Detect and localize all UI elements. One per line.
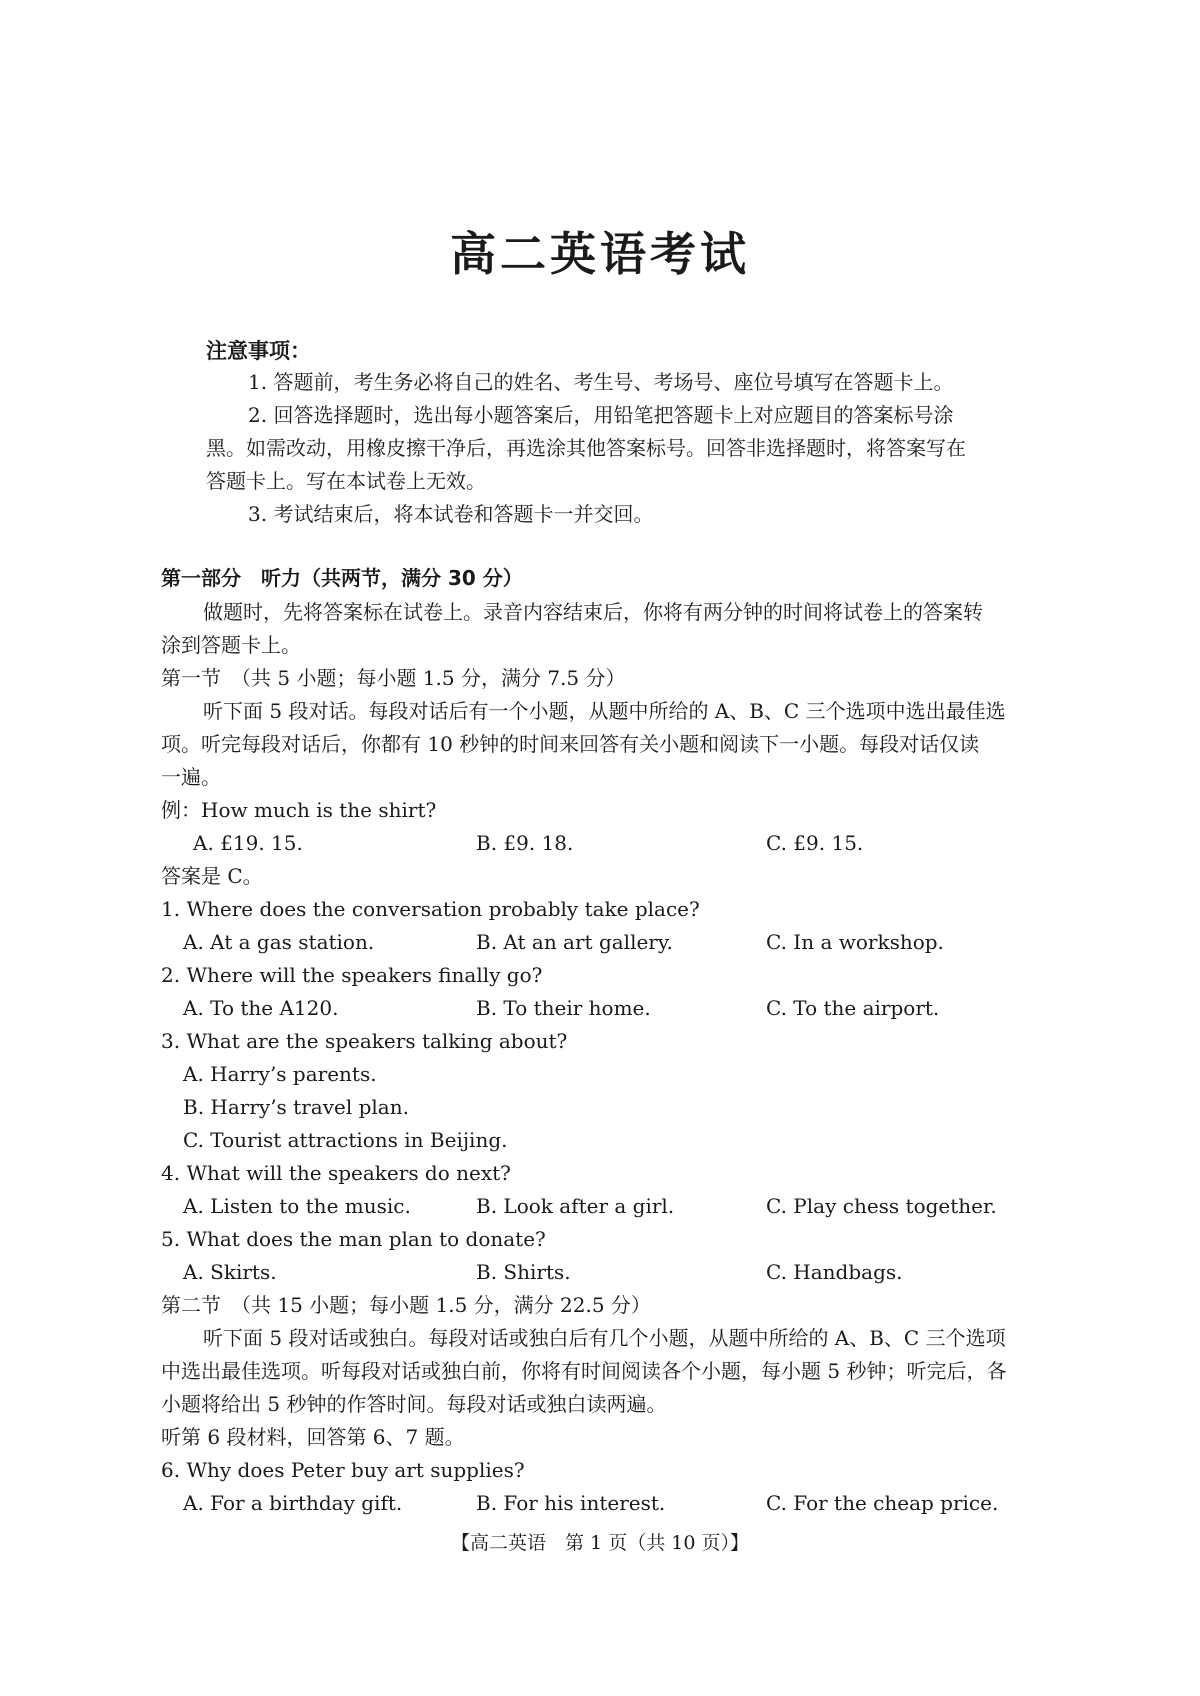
section1-intro-line: 听下面 5 段对话。每段对话后有一个小题，从题中所给的 A、B、C 三个选项中选出最佳选 [203,699,1006,723]
q5-option-b: B. Shirts. [476,1260,571,1284]
q6-option-c: C. For the cheap price. [766,1491,999,1515]
section1-intro-line: 一遍。 [161,765,221,789]
question-2: 2. Where will the speakers finally go? [161,963,543,987]
question-3: 3. What are the speakers talking about? [161,1029,568,1053]
q4-option-a: A. Listen to the music. [183,1194,411,1218]
example-option-b: B. £9. 18. [476,831,574,855]
q4-option-c: C. Play chess together. [766,1194,997,1218]
part1-intro-line: 涂到答题卡上。 [161,633,301,657]
notice-line: 3. 考试结束后，将本试卷和答题卡一并交回。 [248,502,654,526]
q1-option-a: A. At a gas station. [183,930,375,954]
page-footer: 【高二英语 第 1 页（共 10 页）】 [451,1532,749,1554]
section2-intro-line: 中选出最佳选项。听每段对话或独白前，你将有时间阅读各个小题，每小题 5 秒钟；听完后，各 [161,1359,1007,1383]
q2-option-a: A. To the A120. [183,996,339,1020]
section1-intro-line: 项。听完每段对话后，你都有 10 秒钟的时间来回答有关小题和阅读下一小题。每段对话仅读 [161,732,980,756]
section2-heading: 第二节 （共 15 小题；每小题 1.5 分，满分 22.5 分） [161,1293,651,1317]
q3-option-a: A. Harry’s parents. [183,1062,377,1086]
question-5: 5. What does the man plan to donate? [161,1227,546,1251]
example-answer: 答案是 C。 [161,864,263,888]
notice-line: 答题卡上。写在本试卷上无效。 [206,469,486,493]
material-instruction: 听第 6 段材料，回答第 6、7 题。 [161,1425,465,1449]
notice-line: 黑。如需改动，用橡皮擦干净后，再选涂其他答案标号。回答非选择题时，将答案写在 [206,436,966,460]
question-1: 1. Where does the conversation probably take place? [161,897,700,921]
question-4: 4. What will the speakers do next? [161,1161,511,1185]
example-option-c: C. £9. 15. [766,831,864,855]
notice-line: 1. 答题前，考生务必将自己的姓名、考生号、考场号、座位号填写在答题卡上。 [248,370,954,394]
q5-option-a: A. Skirts. [183,1260,277,1284]
example-option-a: A. £19. 15. [193,831,303,855]
section2-intro-line: 小题将给出 5 秒钟的作答时间。每段对话或独白读两遍。 [161,1392,667,1416]
q3-option-c: C. Tourist attractions in Beijing. [183,1128,508,1152]
exam-title: 高二英语考试 [450,227,750,281]
q6-option-a: A. For a birthday gift. [183,1491,403,1515]
q2-option-b: B. To their home. [476,996,651,1020]
notice-line: 2. 回答选择题时，选出每小题答案后，用铅笔把答题卡上对应题目的答案标号涂 [248,403,954,427]
q2-option-c: C. To the airport. [766,996,940,1020]
section2-intro-line: 听下面 5 段对话或独白。每段对话或独白后有几个小题，从题中所给的 A、B、C 三个选项 [203,1326,1006,1350]
q6-option-b: B. For his interest. [476,1491,666,1515]
example-question: 例：How much is the shirt? [161,798,437,822]
q4-option-b: B. Look after a girl. [476,1194,675,1218]
question-6: 6. Why does Peter buy art supplies? [161,1458,525,1482]
q1-option-c: C. In a workshop. [766,930,944,954]
q5-option-c: C. Handbags. [766,1260,903,1284]
notice-heading: 注意事项： [206,339,311,363]
q1-option-b: B. At an art gallery. [476,930,673,954]
part1-intro-line: 做题时，先将答案标在试卷上。录音内容结束后，你将有两分钟的时间将试卷上的答案转 [203,600,983,624]
q3-option-b: B. Harry’s travel plan. [183,1095,409,1119]
section1-heading: 第一节 （共 5 小题；每小题 1.5 分，满分 7.5 分） [161,666,626,690]
part1-heading: 第一部分 听力（共两节，满分 30 分） [161,566,523,590]
